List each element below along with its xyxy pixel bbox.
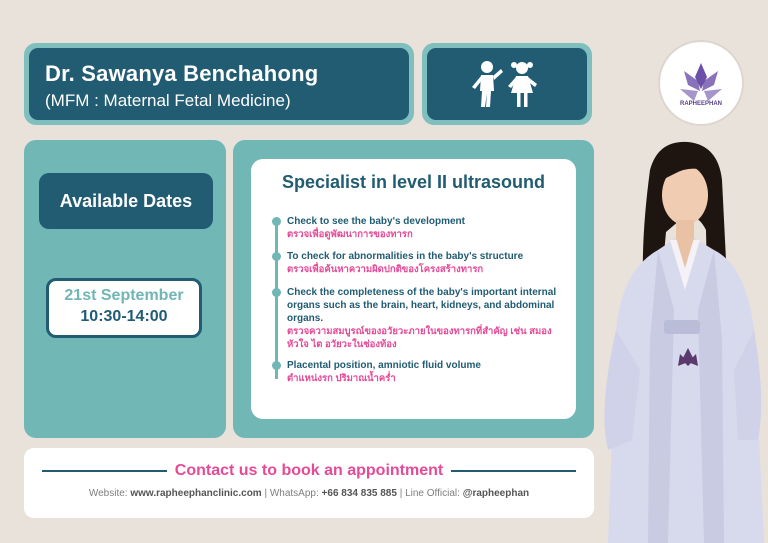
service-item [287,359,572,385]
whatsapp-number[interactable]: +66 834 835 885 [321,488,397,499]
service-item [287,215,572,241]
contact-info [24,488,594,499]
line-label: | Line Official: [399,488,460,499]
lotus-logo-icon [676,59,726,105]
service-item-th: ตรวจความสมบูรณ์ของอวัยวะภายในของทารกที่สำคัญ เช่น สมอง หัวใจ ไต อวัยวะในช่องท้อง [287,326,552,350]
divider-line-right [451,470,576,472]
whatsapp-label: | WhatsApp: [264,488,319,499]
timeline-line [275,219,278,379]
contact-bar [24,448,594,518]
contact-title-row [42,460,576,482]
divider-line-left [42,470,167,472]
appointment-date: 21st September [64,287,184,304]
contact-title: Contact us to book an appointment [174,462,444,479]
kids-card-inner [427,48,587,120]
services-card [251,159,576,419]
timeline-dot [272,252,281,261]
website-link[interactable]: www.rapheephanclinic.com [130,488,262,499]
timeline-dot [272,288,281,297]
kids-card [422,43,592,125]
available-dates-heading: Available Dates [39,173,213,229]
service-item-th: ตรวจเพื่อดูพัฒนาการของทารก [287,229,413,240]
website-label: Website: [88,488,128,499]
date-box [46,278,202,338]
appointment-time: 10:30-14:00 [80,308,168,325]
line-handle[interactable]: @rapheephan [462,488,530,499]
service-item [287,286,572,351]
timeline-dot [272,361,281,370]
service-item-th: ตรวจเพื่อค้นหาความผิดปกติของโครงสร้างทารก [287,264,484,275]
service-item-en: Placental position, amniotic fluid volume [287,360,481,371]
timeline-dot [272,217,281,226]
service-item-en: Check the completeness of the baby's important internal organs such as the brain, heart, kidneys, and abdominal organs. [287,287,557,324]
doctor-name: Dr. Sawanya Benchahong [45,61,319,86]
service-item-en: To check for abnormalities in the baby's structure [287,251,524,262]
children-icon [467,59,547,109]
schedule-panel [24,140,226,438]
doctor-photo [588,140,768,543]
doctor-name-card [24,43,414,125]
logo-text: RAPHEEPHAN [679,101,722,107]
service-item [287,250,572,276]
service-item-en: Check to see the baby's development [287,216,465,227]
service-item-th: ตำแหน่งรก ปริมาณน้ำคร่ำ [287,373,396,384]
services-panel [233,140,594,438]
services-title: Specialist in level II ultrasound [281,172,546,192]
doctor-name-card-inner [29,48,409,120]
clinic-logo [660,42,742,124]
doctor-specialty: (MFM : Maternal Fetal Medicine) [45,91,291,110]
